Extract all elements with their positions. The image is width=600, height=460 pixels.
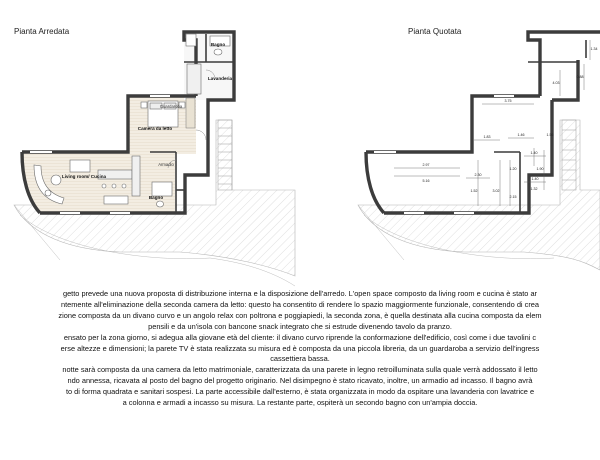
description-line: ndo annessa, ricavata al posto del bagno del progetto originario. Nel disimpegno è stato ricavato, inoltre, un armadio ad incasso. Il bagno avrà	[67, 376, 533, 386]
dim-label: 2.15	[509, 195, 517, 199]
dimensioned-plan	[358, 32, 600, 270]
label-bagno-top: Bagno	[210, 42, 226, 47]
dim-label: 1.56	[546, 133, 554, 137]
description-line: getto prevede una nuova proposta di distribuzione interna e la disposizione dell'arredo. L'open space composto da living room e cucina è stato ar	[62, 289, 538, 298]
dim-label: 3.02	[492, 189, 500, 193]
dim-label: 1.32	[530, 187, 538, 191]
label-lavanderia: Lavanderia	[207, 76, 233, 81]
description-line: to di forma quadrata e sanitari sospesi. La parte accessibile dall'esterno, è stata organizzata in modo da ospitare una lavanderia con lavatrice e	[65, 387, 535, 397]
dim-label: 4.03	[552, 81, 560, 85]
label-guardaroba: Guardaroba	[159, 104, 183, 109]
description-line: zione composta da un divano curvo e un angolo relax con poltrona e poggiapiedi, la seconda zona, è quella destinata alla cucina composta da elem	[58, 310, 542, 320]
dim-label: 1.46	[517, 133, 525, 137]
dim-label: 1.20	[509, 167, 517, 171]
description-line: a colonna e armadi a incasso su misura. La restante parte, ospiterà un secondo bagno con un'ampia doccia.	[122, 398, 478, 408]
dim-label: 2.30	[474, 173, 482, 177]
description-line: cassettiera bassa.	[270, 354, 330, 364]
dim-label: 1.90	[536, 167, 544, 171]
title-dimensioned-plan: Pianta Quotata	[408, 27, 462, 36]
dim-label: 1.83	[483, 135, 491, 139]
description-line: pensili e da un'isola con bancone snack integrato che si estrude divenendo tavolo da pranzo.	[148, 321, 452, 331]
dim-label: 2.97	[422, 163, 430, 167]
dim-label: 1.52	[470, 189, 478, 193]
dim-label: 1.40	[530, 151, 538, 155]
dim-label: 3.75	[504, 99, 512, 103]
project-description	[0, 289, 600, 455]
title-furnished-plan: Pianta Arredata	[14, 27, 70, 36]
dim-label: 0.88	[576, 75, 584, 79]
label-camera-da-letto: Camera da letto	[137, 126, 173, 131]
dim-label: 5.16	[422, 179, 430, 183]
description-line: notte sarà composta da una camera da letto matrimoniale, caratterizzata da una parete in legno retroilluminata sulla quale verrà addossato il letto	[62, 365, 538, 375]
description-line: erse altezze e dimensioni; la parete TV è stata realizzata su misura ed è composta da una piccola libreria, da un guardaroba a servizio dell'ingress	[60, 343, 540, 353]
label-bagno-bottom: Bagno	[148, 195, 164, 200]
label-armadio: Armadio	[158, 162, 174, 167]
dim-label: 1.34	[590, 47, 598, 51]
label-living-room-cucina: Living room/ Cucina	[61, 174, 107, 179]
description-line: ensato per la zona giorno, si adegua alla giovane età del cliente: il divano curvo riprende la conformazione dell'edificio, così come i due tavolini c	[63, 332, 537, 342]
description-line: ntemente all'eliminazione della seconda camera da letto: questo ha consentito di rendere lo spazio maggiormente funzionale, consentendo di crea	[61, 299, 539, 309]
dim-label: 1.40	[531, 177, 539, 181]
furnished-plan	[14, 32, 295, 286]
terrace-area-right	[358, 120, 600, 270]
